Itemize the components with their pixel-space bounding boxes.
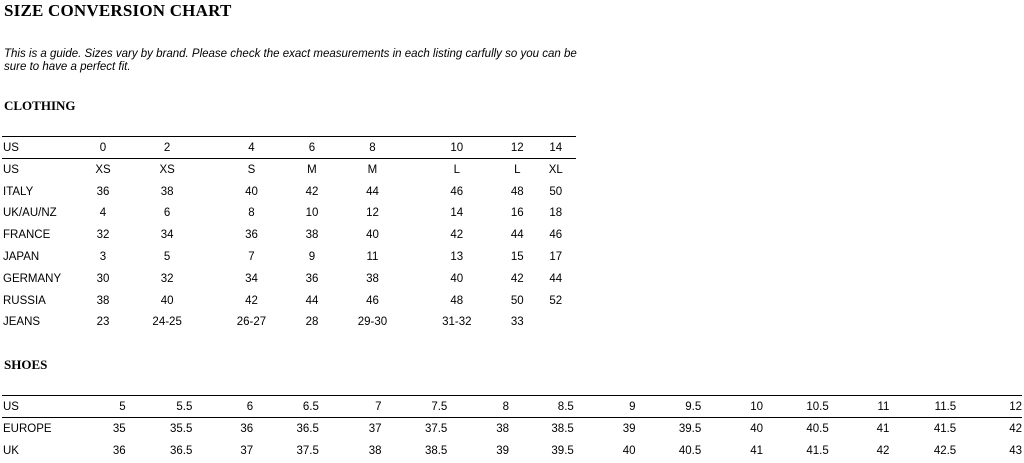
size-cell: 34 (245, 272, 258, 285)
size-cell: 9.5 (636, 396, 702, 418)
row-label: EUROPE (3, 422, 52, 435)
row-label: US (3, 163, 19, 176)
size-cell: 36 (305, 272, 319, 285)
table-row (2, 268, 576, 290)
size-cell: 6 (294, 137, 331, 159)
size-cell: 35 (112, 422, 126, 435)
size-cell: 4 (99, 207, 107, 220)
size-cell: 38 (96, 294, 110, 307)
row-label: JEANS (3, 316, 41, 329)
size-cell: 32 (160, 272, 174, 285)
size-cell: 11 (366, 251, 379, 264)
size-cell: 8.5 (509, 396, 574, 418)
size-cell: 36.5 (296, 422, 319, 435)
table-row (2, 246, 576, 268)
size-cell: 42 (245, 294, 258, 307)
size-cell: 7 (248, 251, 255, 264)
size-cell: 44 (549, 272, 563, 285)
size-cell: 15 (510, 251, 524, 264)
size-cell: 18 (549, 207, 563, 220)
table-row (2, 312, 576, 334)
size-cell: 10 (701, 396, 763, 418)
size-cell: M (367, 163, 378, 176)
size-cell: 40 (750, 422, 763, 435)
size-cell: 38 (160, 185, 174, 198)
size-cell: 12 (499, 137, 536, 159)
size-cell: 6 (192, 396, 253, 418)
size-cell: 40 (160, 294, 174, 307)
size-cell: 46 (366, 294, 379, 307)
size-cell: 42 (1009, 422, 1022, 435)
size-cell: 36.5 (170, 444, 193, 457)
row-label: US (2, 137, 81, 159)
size-cell: 28 (305, 316, 319, 329)
size-cell: 37 (240, 444, 254, 457)
size-cell: 7 (319, 396, 382, 418)
size-cell: 5 (163, 251, 171, 264)
clothing-size-table (2, 136, 576, 333)
size-cell: 33 (510, 316, 524, 329)
page-title: SIZE CONVERSION CHART (4, 1, 232, 20)
size-cell: 46 (549, 229, 563, 242)
size-cell: XS (159, 163, 175, 176)
row-label: ITALY (3, 185, 34, 198)
size-cell: 17 (549, 251, 563, 264)
size-cell: 10 (305, 207, 319, 220)
size-cell: 36 (96, 185, 110, 198)
size-cell: 40 (450, 272, 464, 285)
size-cell: 24-25 (152, 316, 182, 329)
size-cell: 6.5 (253, 396, 319, 418)
shoes-header-row (2, 396, 1022, 418)
size-cell: 38.5 (551, 422, 574, 435)
size-cell: 36 (245, 229, 258, 242)
size-cell: 29-30 (357, 316, 388, 329)
size-cell: 8 (447, 396, 509, 418)
size-cell: 2 (125, 137, 209, 159)
size-cell: 38 (366, 272, 379, 285)
size-cell: 41.5 (933, 422, 957, 435)
size-cell: 10.5 (763, 396, 829, 418)
size-cell: 38 (368, 444, 382, 457)
size-cell: 32 (96, 229, 110, 242)
size-cell: 42 (305, 185, 319, 198)
size-cell: 39.5 (678, 422, 702, 435)
size-cell: 5.5 (126, 396, 193, 418)
size-cell: 4 (209, 137, 293, 159)
size-cell: L (453, 163, 460, 176)
table-row (2, 224, 576, 246)
size-cell: 8 (330, 137, 414, 159)
shoes-heading: SHOES (4, 357, 48, 372)
size-cell: 5 (73, 396, 126, 418)
size-cell: M (307, 163, 317, 176)
size-cell: 12 (956, 396, 1022, 418)
size-cell: 35.5 (170, 422, 193, 435)
row-label: US (2, 396, 73, 418)
size-cell: 37.5 (296, 444, 319, 457)
size-cell: 41 (750, 444, 763, 457)
size-cell: 38.5 (424, 444, 448, 457)
size-cell: 0 (81, 137, 125, 159)
size-cell: 7.5 (382, 396, 448, 418)
size-cell: 52 (549, 294, 563, 307)
table-row (2, 159, 576, 181)
size-cell: 42 (450, 229, 464, 242)
size-cell: 40.5 (678, 444, 702, 457)
table-row (2, 203, 576, 225)
size-cell: 42 (510, 272, 524, 285)
size-cell: 3 (99, 251, 107, 264)
size-cell: 37.5 (424, 422, 448, 435)
size-cell: 39 (496, 444, 510, 457)
row-label: UK/AU/NZ (3, 207, 57, 220)
size-cell: 38 (305, 229, 319, 242)
size-cell: 14 (536, 137, 576, 159)
size-cell: L (514, 163, 521, 176)
size-cell: 46 (450, 185, 464, 198)
size-cell: 48 (510, 185, 524, 198)
clothing-heading: CLOTHING (4, 98, 76, 113)
size-cell: XS (95, 163, 111, 176)
size-cell: 11.5 (889, 396, 956, 418)
size-cell: 41 (876, 422, 890, 435)
size-cell: 37 (368, 422, 382, 435)
size-cell: 44 (305, 294, 319, 307)
size-cell: 23 (96, 316, 110, 329)
size-cell: 36 (112, 444, 126, 457)
table-row (2, 290, 576, 312)
size-cell: 9 (308, 251, 316, 264)
size-cell: 38 (496, 422, 510, 435)
table-row (2, 440, 1022, 462)
size-cell: 42.5 (933, 444, 957, 457)
row-label: UK (3, 444, 19, 457)
size-cell: 44 (510, 229, 524, 242)
row-label: GERMANY (3, 272, 62, 285)
row-label: RUSSIA (3, 294, 46, 307)
size-cell: 26-27 (236, 316, 267, 329)
size-cell: 9 (574, 396, 636, 418)
size-cell: 43 (1009, 444, 1022, 457)
size-cell: 48 (450, 294, 464, 307)
size-cell: 6 (163, 207, 171, 220)
size-cell: 16 (510, 207, 524, 220)
size-cell: 40 (245, 185, 258, 198)
size-cell (536, 312, 576, 334)
shoes-size-table (2, 395, 1022, 462)
size-cell: 50 (549, 185, 563, 198)
size-cell: 41.5 (806, 444, 829, 457)
size-cell: 36 (240, 422, 254, 435)
row-label: JAPAN (3, 251, 40, 264)
clothing-header-row (2, 137, 576, 159)
size-cell: XL (548, 163, 563, 176)
size-cell: 12 (366, 207, 379, 220)
size-cell: 31-32 (442, 316, 472, 329)
row-label: FRANCE (3, 229, 51, 242)
table-row (2, 418, 1022, 440)
table-row (2, 181, 576, 203)
size-cell: 44 (366, 185, 379, 198)
size-cell: 11 (829, 396, 890, 418)
size-cell: 39 (622, 422, 636, 435)
size-cell: 10 (415, 137, 499, 159)
size-cell: 34 (160, 229, 174, 242)
intro-text: This is a guide. Sizes vary by brand. Please check the exact measurements in each listing carfully so you can be sure to have a perfect fit. (4, 48, 577, 73)
size-cell: 8 (248, 207, 255, 220)
size-cell: 30 (96, 272, 110, 285)
size-cell: 40 (366, 229, 379, 242)
size-cell: 40.5 (806, 422, 829, 435)
size-cell: 42 (876, 444, 890, 457)
size-cell: 14 (450, 207, 464, 220)
size-cell: 40 (622, 444, 636, 457)
size-cell: S (247, 163, 256, 176)
size-cell: 50 (510, 294, 524, 307)
size-cell: 13 (450, 251, 464, 264)
size-cell: 39.5 (551, 444, 574, 457)
